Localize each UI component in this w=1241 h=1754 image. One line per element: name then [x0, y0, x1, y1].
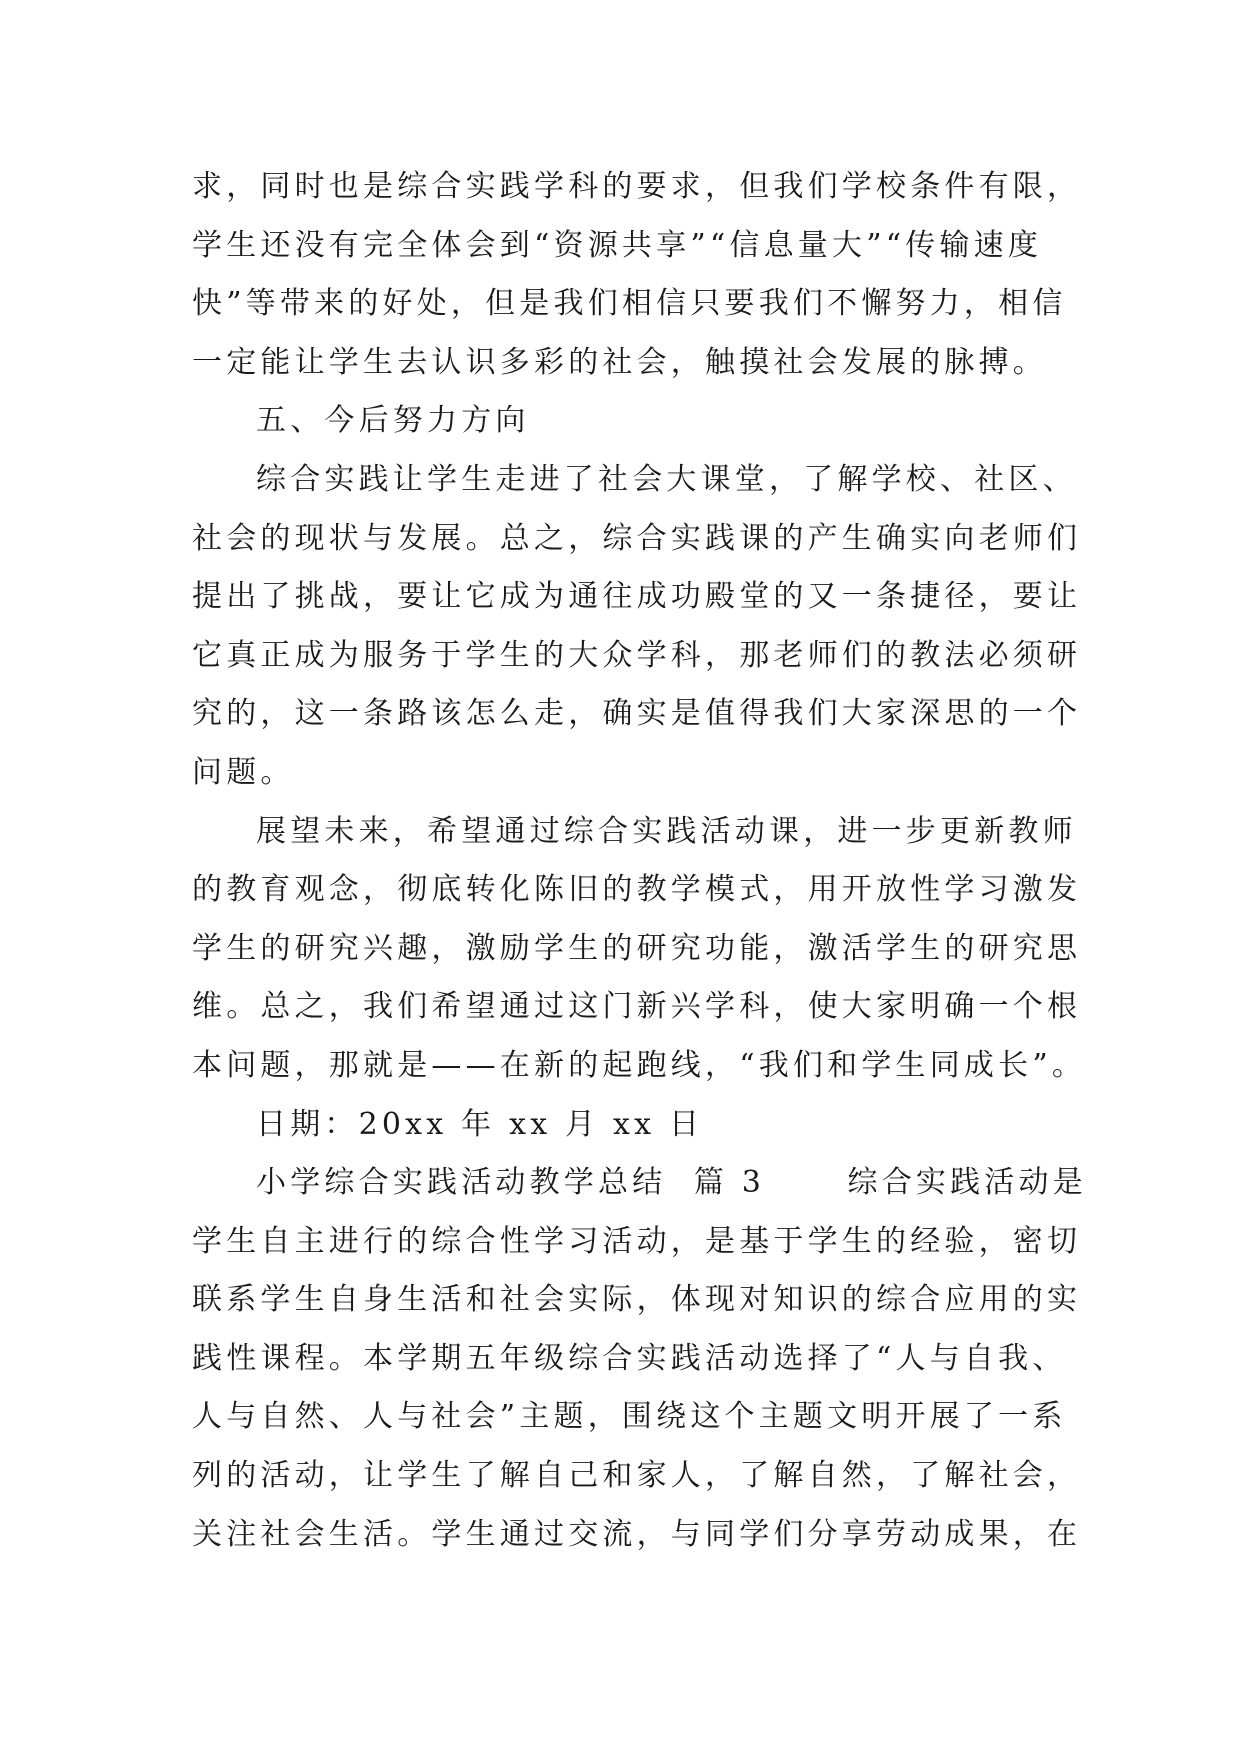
text-line: 究的，这一条路该怎么走，确实是值得我们大家深思的一个 [192, 696, 1082, 732]
text-line: 一定能让学生去认识多彩的社会，触摸社会发展的脉搏。 [192, 344, 1047, 380]
text-line: 它真正成为服务于学生的大众学科，那老师们的教法必须研 [192, 637, 1082, 673]
text-line: 社会的现状与发展。总之，综合实践课的产生确实向老师们 [192, 520, 1082, 556]
text-line: 践性课程。本学期五年级综合实践活动选择了“人与自我、 [192, 1340, 1067, 1376]
body-text [192, 158, 1087, 1564]
text-line: 求，同时也是综合实践学科的要求，但我们学校条件有限， [192, 169, 1082, 204]
text-line: 学生自主进行的综合性学习活动，是基于学生的经验，密切 [192, 1223, 1082, 1259]
text-line: 展望未来，希望通过综合实践活动课，进一步更新教师 [256, 813, 1077, 849]
text-line: 问题。 [192, 754, 295, 790]
text-line: 维。总之，我们希望通过这门新兴学科，使大家明确一个根 [192, 989, 1082, 1025]
text-line: 综合实践让学生走进了社会大课堂，了解学校、社区、 [256, 461, 1077, 497]
text-line: 学生的研究兴趣，激励学生的研究功能，激活学生的研究思 [192, 930, 1082, 966]
text-line: 的教育观念，彻底转化陈旧的教学模式，用开放性学习激发 [192, 872, 1082, 908]
text-line: 关注社会生活。学生通过交流，与同学们分享劳动成果，在 [192, 1516, 1082, 1552]
text-line: 快”等带来的好处，但是我们相信只要我们不懈努力，相信 [192, 286, 1067, 322]
text-line: 提出了挑战，要让它成为通往成功殿堂的又一条捷径，要让 [192, 579, 1082, 615]
date-line: 日期：20xx 年 xx 月 xx 日 [256, 1106, 704, 1142]
section-heading: 五、今后努力方向 [256, 403, 530, 439]
text-line: 本问题，那就是——在新的起跑线，“我们和学生同成长”。 [192, 1047, 1087, 1083]
text-line: 列的活动，让学生了解自己和家人，了解自然，了解社会， [192, 1458, 1082, 1494]
text-line: 联系学生自身生活和社会实际，体现对知识的综合应用的实 [192, 1282, 1082, 1318]
text-line: 人与自然、人与社会”主题，围绕这个主题文明开展了一系 [192, 1399, 1067, 1435]
text-line: 学生还没有完全体会到“资源共享”“信息量大”“传输速度 [192, 227, 1043, 263]
article-title-line: 小学综合实践活动教学总结 篇 3 综合实践活动是 [256, 1165, 1087, 1201]
